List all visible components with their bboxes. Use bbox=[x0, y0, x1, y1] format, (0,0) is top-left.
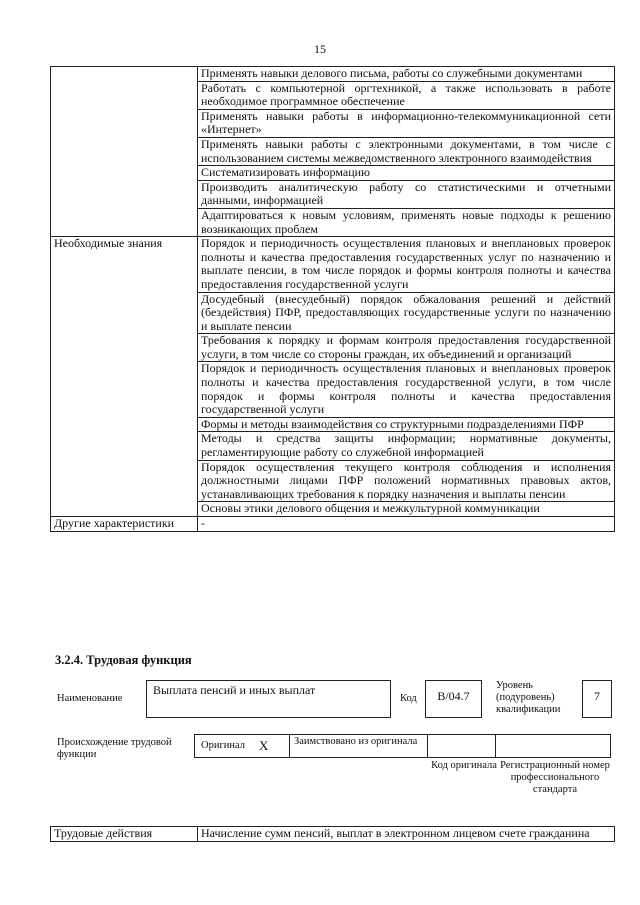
actions-table bbox=[50, 826, 615, 842]
knowledge-cell: Порядок и периодичность осуществления плановых и внеплановых проверок полноты и качества предоставления государственной услуги, в том числе порядок и формы контроля полноты и качества предоставления государственной услуги bbox=[198, 362, 615, 417]
knowledge-cell: Порядок и периодичность осуществления плановых и внеплановых проверок полноты и качества предоставления государственных услуг по назначению и выплате пенсии, в том числе порядок и формы контроля полноты и качества предоставления государственной услуги bbox=[198, 237, 615, 292]
skill-cell: Применять навыки работы в информационно-телекоммуникационной сети «Интернет» bbox=[198, 109, 615, 137]
level-label: Уровень (подуровень) квалификации bbox=[496, 680, 561, 715]
requirements-table bbox=[50, 66, 615, 532]
page-number: 15 bbox=[314, 42, 326, 56]
knowledge-cell: Формы и методы взаимодействия со структурными подразделениями ПФР bbox=[198, 417, 615, 432]
reg-number-cell bbox=[496, 735, 610, 757]
reg-number-caption: Регистрационный номер профессионального стандарта bbox=[500, 760, 610, 795]
original-label: Оригинал bbox=[201, 740, 245, 751]
origin-label: Происхождение трудовой функции bbox=[57, 737, 172, 760]
level-box: 7 bbox=[582, 680, 612, 718]
other-label: Другие характеристики bbox=[51, 517, 198, 532]
code-label: Код bbox=[400, 693, 417, 704]
knowledge-label: Необходимые знания bbox=[51, 237, 198, 517]
code-original-caption: Код оригинала bbox=[431, 760, 497, 771]
skill-cell: Работать с компьютерной оргтехникой, а также использовать в работе необходимое программное обеспечение bbox=[198, 81, 615, 109]
table-row bbox=[51, 67, 615, 82]
knowledge-cell: Порядок осуществления текущего контроля соблюдения и исполнения должностными лицами ПФР положений нормативных правовых актов, устанавливающих требования к порядку назначения и выплаты пенсии bbox=[198, 460, 615, 502]
other-value: - bbox=[198, 517, 615, 532]
table-row bbox=[51, 237, 615, 292]
knowledge-cell: Досудебный (внесудебный) порядок обжалования решений и действий (бездействия) ПФР, предоставляющих государственные услуги по назначению и выплате пенсии bbox=[198, 292, 615, 334]
section-title: 3.2.4. Трудовая функция bbox=[55, 653, 192, 667]
actions-value: Начисление сумм пенсий, выплат в электронном лицевом счете гражданина bbox=[198, 827, 615, 842]
skill-cell: Применять навыки делового письма, работы со служебными документами bbox=[198, 67, 615, 82]
code-original-cell bbox=[428, 735, 496, 757]
actions-label: Трудовые действия bbox=[51, 827, 198, 842]
skill-cell: Применять навыки работы с электронными документами, в том числе с использованием системы межведомственного электронного взаимодействия bbox=[198, 137, 615, 165]
knowledge-cell: Методы и средства защиты информации; нормативные документы, регламентирующие работу со служебной информацией bbox=[198, 432, 615, 460]
original-mark: Х bbox=[259, 738, 269, 753]
skill-cell: Производить аналитическую работу со статистическими и отчетными данными, информацией bbox=[198, 180, 615, 208]
skill-cell: Адаптироваться к новым условиям, применять новые подходы к решению возникающих проблем bbox=[198, 208, 615, 236]
function-name-box: Выплата пенсий и иных выплат bbox=[146, 680, 391, 718]
function-code-box: В/04.7 bbox=[425, 680, 482, 718]
skills-label-cell bbox=[51, 67, 198, 237]
original-cell bbox=[195, 735, 290, 757]
knowledge-cell: Основы этики делового общения и межкультурной коммуникации bbox=[198, 502, 615, 517]
name-label: Наименование bbox=[57, 693, 123, 704]
knowledge-cell: Требования к порядку и формам контроля предоставления государственной услуги, в том числе со стороны граждан, их объединений и организаций bbox=[198, 334, 615, 362]
origin-row bbox=[194, 734, 611, 758]
table-row bbox=[51, 517, 615, 532]
skill-cell: Систематизировать информацию bbox=[198, 166, 615, 181]
table-row bbox=[51, 827, 615, 842]
borrowed-label: Заимствовано из оригинала bbox=[290, 735, 428, 757]
